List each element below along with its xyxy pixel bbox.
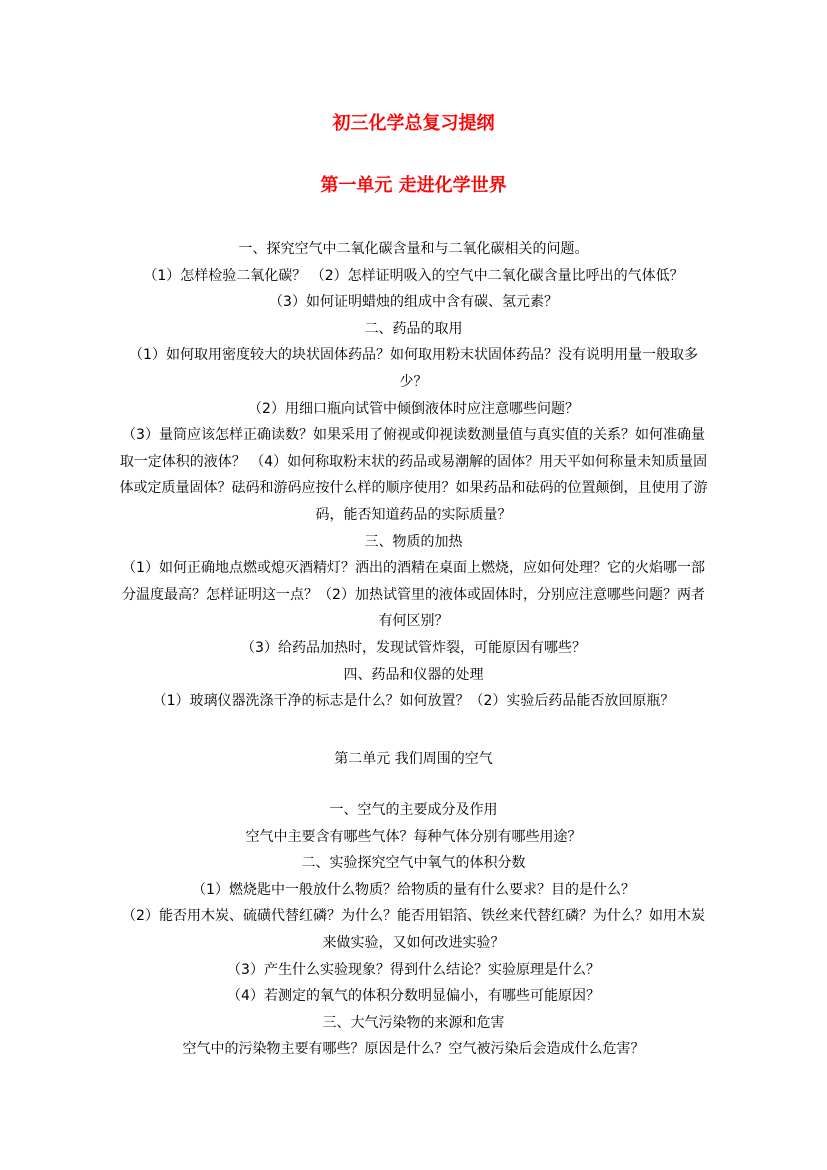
unit2-section: [118, 797, 709, 1063]
unit1-heading-3: 三、物质的加热: [364, 533, 463, 550]
unit2-question-1: 空气中主要含有哪些气体？每种气体分别有哪些用途？: [245, 828, 582, 845]
unit2-question-3: （2）能否用木炭、硫磺代替红磷？为什么？能否用铝箔、铁丝来代替红磷？为什么？如用木炭来做实验，又如何改进实验？: [122, 908, 705, 951]
unit1-heading-4: 四、药品和仪器的处理: [343, 666, 484, 683]
unit1-question-3: （1）如何取用密度较大的块状固体药品？如何取用粉末状固体药品？没有说明用量一般取多少？: [129, 347, 698, 390]
unit2-question-5: （4）若测定的氧气的体积分数明显偏小，有哪些可能原因？: [227, 988, 600, 1005]
unit1-heading-1: 一、探究空气中二氧化碳含量和与二氧化碳相关的问题。: [238, 241, 589, 257]
document-title: 初三化学总复习提纲: [332, 113, 495, 134]
unit2-question-2: （1）燃烧匙中一般放什么物质？给物质的量有什么要求？目的是什么？: [192, 881, 635, 898]
unit1-title: 第一单元 走进化学世界: [320, 175, 507, 196]
unit1-question-7: （3）给药品加热时，发现试管炸裂，可能原因有哪些？: [241, 639, 586, 656]
unit1-question-8: （1）玻璃仪器洗涤干净的标志是什么？如何放置？（2）实验后药品能否放回原瓶？: [152, 693, 675, 710]
unit2-title: 第二单元 我们周围的空气: [334, 751, 493, 767]
unit1-question-2: （3）如何证明蜡烛的组成中含有碳、氢元素？: [269, 294, 558, 311]
unit2-heading-2: 二、实验探究空气中氧气的体积分数: [301, 855, 526, 872]
unit2-heading-3: 三、大气污染物的来源和危害: [322, 1014, 505, 1031]
unit1-heading-2: 二、药品的取用: [364, 320, 463, 337]
unit1-section: [118, 236, 709, 715]
unit1-question-4: （2）用细口瓶向试管中倾倒液体时应注意哪些问题？: [248, 400, 579, 417]
unit2-heading-1: 一、空气的主要成分及作用: [329, 802, 498, 818]
unit2-question-6: 空气中的污染物主要有哪些？原因是什么？空气被污染后会造成什么危害？: [182, 1041, 645, 1058]
unit2-question-4: （3）产生什么实验现象？得到什么结论？实验原理是什么？: [227, 961, 600, 978]
unit1-question-1: （1）怎样检验二氧化碳？ （2）怎样证明吸入的空气中二氧化碳含量比呼出的气体低？: [143, 267, 684, 284]
unit1-question-5: （3）量筒应该怎样正确读数？如果采用了俯视或仰视读数测量值与真实值的关系？如何准确量取一定体积的液体？ （4）如何称取粉末状的药品或易潮解的固体？用天平如何称量未知质量固体或定质量固体？砝码和游码应按什么样的顺序使用？如果药品和砝码的位置颠倒，且使用了游码，能否知道药品的实际质量？: [119, 427, 708, 523]
unit1-question-6: （1）如何正确地点燃或熄灭酒精灯？洒出的酒精在桌面上燃烧，应如何处理？它的火焰哪一部分温度最高？怎样证明这一点？（2）加热试管里的液体或固体时，分别应注意哪些问题？两者有何区别？: [122, 560, 705, 630]
